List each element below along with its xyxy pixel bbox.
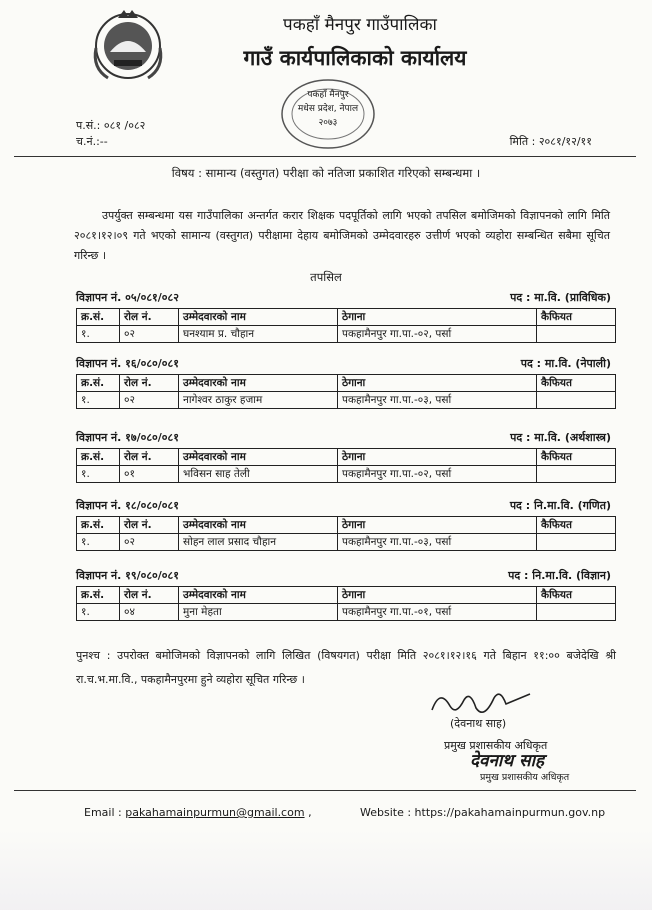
cell-name: घनश्याम प्र. चौहान [179,326,338,343]
col-roll: रोल नं. [120,517,179,534]
cell-sn: १. [77,392,120,409]
result-block [76,498,617,551]
post-title: पद : मा.वि. (प्राविधिक) [510,291,611,304]
cell-address: पकहामैनपुर गा.पा.-०३, पर्सा [338,534,537,551]
result-block [76,430,617,483]
col-roll: रोल नं. [120,587,179,604]
cell-address: पकहामैनपुर गा.पा.-०२, पर्सा [338,466,537,483]
cell-sn: १. [77,604,120,621]
table-header-row [77,309,616,326]
cell-remarks [537,534,616,551]
signer-post: प्रमुख प्रशासकीय अधिकृत [444,739,548,752]
email-link[interactable]: pakahamainpurmun@gmail.com [125,806,305,819]
result-table [76,308,616,343]
col-remarks: कैफियत [537,309,616,326]
header-divider [14,156,636,157]
result-block [76,290,617,343]
advertisement-number: विज्ञापन नं. १९/०८०/०८१ [76,569,179,582]
col-address: ठेगाना [338,517,537,534]
table-header-row [77,449,616,466]
table-row [77,466,616,483]
col-name: उम्मेदवारको नाम [179,517,338,534]
footer-email [84,806,312,819]
schedule-heading: तपसिल [310,270,342,284]
cell-sn: १. [77,326,120,343]
office-stamp [268,72,388,152]
cell-remarks [537,326,616,343]
name-stamp: देवनाथ साह [470,751,545,771]
cell-name: नागेश्वर ठाकुर हजाम [179,392,338,409]
cell-roll: ०२ [120,534,179,551]
cell-name: सोहन लाल प्रसाद चौहान [179,534,338,551]
cell-remarks [537,604,616,621]
col-name: उम्मेदवारको नाम [179,309,338,326]
footer-divider [14,790,636,791]
signer-name: (देवनाथ साह) [450,717,507,730]
table-row [77,604,616,621]
cell-sn: १. [77,466,120,483]
col-remarks: कैफियत [537,375,616,392]
col-address: ठेगाना [338,587,537,604]
cell-address: पकहामैनपुर गा.पा.-०३, पर्सा [338,392,537,409]
table-header-row [77,587,616,604]
col-sn: क्र.सं. [77,449,120,466]
result-block [76,568,617,621]
office-name: गाउँ कार्यपालिकाको कार्यालय [243,46,467,70]
cell-remarks [537,392,616,409]
cell-address: पकहामैनपुर गा.पा.-०२, पर्सा [338,326,537,343]
result-table [76,448,616,483]
stamp-line: पकहाँ मैनपुर [307,90,349,100]
municipality-name: पकहाँ मैनपुर गाउँपालिका [283,15,437,35]
letter-date: मिति : २०८१/१२/११ [509,135,592,148]
letter-number: प.सं.: ०८१ /०८२ [76,119,146,132]
col-name: उम्मेदवारको नाम [179,587,338,604]
result-table [76,516,616,551]
post-title: पद : नि.मा.वि. (गणित) [509,499,611,512]
result-table [76,586,616,621]
stamp-line: २०७३ [318,118,338,128]
email-separator: , [308,806,312,819]
result-block [76,356,617,409]
advertisement-number: विज्ञापन नं. १६/०८०/०८१ [76,357,179,370]
col-sn: क्र.सं. [77,517,120,534]
table-header-row [77,375,616,392]
stamp-line: मधेस प्रदेश, नेपाल [297,104,359,114]
col-address: ठेगाना [338,449,537,466]
cell-roll: ०२ [120,326,179,343]
col-sn: क्र.सं. [77,309,120,326]
body-text: उपर्युक्त सम्बन्धमा यस गाउँपालिका अन्तर्गत करार शिक्षक पदपूर्तिको लागि भएको तपसिल बमोजिमको विज्ञापनको लागि मिति २०८१।१२।०९ गते भएको सामान्य (वस्तुगत) परीक्षामा देहाय बमोजिमको उम्मेदवारहरु उत्तीर्ण भएको व्यहोरा सम्बन्धित सबैमा सूचित गरिन्छ । [74,209,610,262]
table-header-row [77,517,616,534]
col-sn: क्र.सं. [77,587,120,604]
post-title: पद : नि.मा.वि. (विज्ञान) [508,569,611,582]
col-remarks: कैफियत [537,587,616,604]
table-row [77,534,616,551]
post-title: पद : मा.वि. (नेपाली) [520,357,611,370]
col-roll: रोल नं. [120,309,179,326]
reference-numbers [76,118,145,150]
cell-address: पकहामैनपुर गा.पा.-०१, पर्सा [338,604,537,621]
cell-remarks [537,466,616,483]
advertisement-number: विज्ञापन नं. १७/०८०/०८१ [76,431,179,444]
col-remarks: कैफियत [537,449,616,466]
advertisement-number: विज्ञापन नं. ०५/०८१/०८२ [76,291,179,304]
cell-name: भविसन साह तेली [179,466,338,483]
post-title: पद : मा.वि. (अर्थशास्त्र) [510,431,611,444]
cell-roll: ०४ [120,604,179,621]
col-name: उम्मेदवारको नाम [179,449,338,466]
scan-smudge [0,830,652,910]
col-address: ठेगाना [338,309,537,326]
advertisement-number: विज्ञापन नं. १८/०८०/०८१ [76,499,179,512]
cell-roll: ०१ [120,466,179,483]
col-address: ठेगाना [338,375,537,392]
postscript-note: पुनश्च : उपरोक्त बमोजिमको विज्ञापनको लागि लिखित (विषयगत) परीक्षा मिति २०८१।१२।१६ गते बिहान ११:०० बजेदेखि श्री रा.च.भ.मा.वि., पकहामैनपुरमा हुने व्यहोरा सूचित गरिन्छ । [76,649,616,686]
post-stamp: प्रमुख प्रशासकीय अधिकृत [480,772,570,783]
col-name: उम्मेदवारको नाम [179,375,338,392]
footer-website[interactable]: Website : https://pakahamainpurmun.gov.np [360,806,606,819]
government-emblem-icon [88,8,168,82]
cell-name: मुना मेहता [179,604,338,621]
col-remarks: कैफियत [537,517,616,534]
col-roll: रोल नं. [120,449,179,466]
body-paragraph [74,206,610,266]
col-roll: रोल नं. [120,375,179,392]
col-sn: क्र.सं. [77,375,120,392]
table-row [77,392,616,409]
subject-line: विषय : सामान्य (वस्तुगत) परीक्षा को नतिजा प्रकाशित गरिएको सम्बन्धमा । [171,166,481,180]
cell-sn: १. [77,534,120,551]
dispatch-number: च.नं.:-- [76,135,108,148]
table-row [77,326,616,343]
email-label: Email : [84,806,122,819]
result-table [76,374,616,409]
cell-roll: ०२ [120,392,179,409]
